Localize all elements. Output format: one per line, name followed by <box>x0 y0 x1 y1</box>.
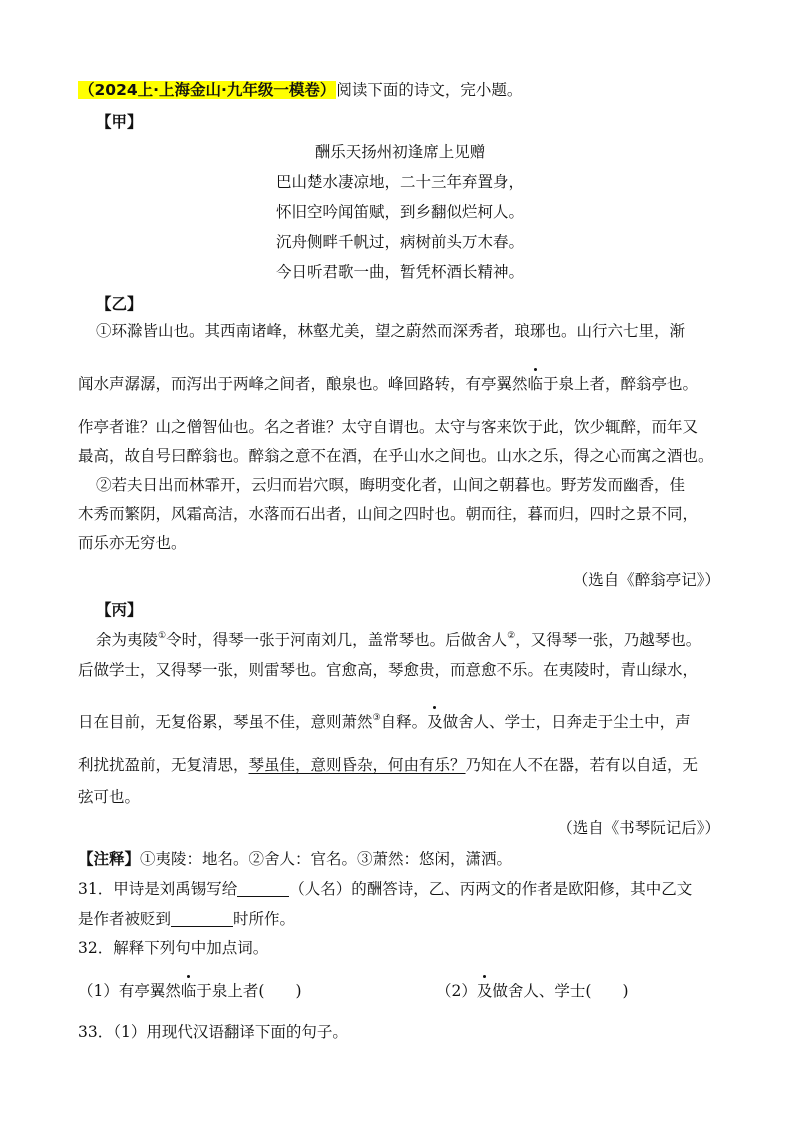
emphasis-dot-word: 临 <box>527 375 544 393</box>
poem-line: 沉舟侧畔千帆过，病树前头万木春。 <box>275 233 524 251</box>
poem-line: 今日听君歌一曲，暂凭杯酒长精神。 <box>275 263 524 281</box>
answer-blank[interactable] <box>171 910 233 927</box>
question-32-2: （2）及做舍人、学士( ) <box>436 982 629 1000</box>
footnote-marker: ③ <box>372 713 381 723</box>
notes: 【注释】①夷陵：地名。②舍人：官名。③萧然：悠闲，潇洒。 <box>78 850 513 868</box>
section-label-yi: 【乙】 <box>96 295 143 313</box>
footnote-marker: ② <box>507 631 516 641</box>
emphasis-dot-word: 临 <box>180 982 197 1000</box>
instruction-text: 阅读下面的诗文，完小题。 <box>336 81 523 99</box>
passage-line: ②若夫日出而林霏开，云归而岩穴暝，晦明变化者，山间之朝暮也。野芳发而幽香，佳 <box>96 476 686 494</box>
passage-line: 弦可也。 <box>78 788 141 806</box>
passage-source: （选自《醉翁亭记》） <box>572 571 720 589</box>
passage-line: 后做学士，又得琴一张，则雷琴也。官愈高，琴愈贵，而意愈不乐。在夷陵时，青山绿水， <box>78 661 699 679</box>
question-31-cont: 是作者被贬到 时所作。 <box>78 910 296 928</box>
question-32: 32．解释下列句中加点词。 <box>78 939 269 957</box>
source-highlight: （2024上·上海金山·九年级一模卷） <box>79 81 336 99</box>
underlined-sentence: 琴虽佳，意则昏杂，何由有乐？ <box>248 756 466 774</box>
passage-line: 日在目前，无复俗累，琴虽不佳，意则萧然③自释。及做舍人、学士，日奔走于尘土中，声 <box>78 713 691 731</box>
poem-title: 酬乐天扬州初逢席上见赠 <box>314 143 486 161</box>
passage-line: 闻水声潺潺，而泻出于两峰之间者，酿泉也。峰回路转，有亭翼然临于泉上者，醉翁亭也。 <box>78 375 699 393</box>
passage-line: ①环滁皆山也。其西南诸峰，林壑尤美，望之蔚然而深秀者，琅琊也。山行六七里，渐 <box>96 322 686 340</box>
section-label-bing: 【丙】 <box>96 601 143 619</box>
footnote-marker: ① <box>158 631 167 641</box>
passage-source: （选自《书琴阮记后》） <box>557 819 720 837</box>
passage-line: 最高，故自号曰醉翁也。醉翁之意不在酒，在乎山水之间也。山水之乐，得之心而寓之酒也。 <box>78 447 714 465</box>
answer-blank[interactable] <box>237 880 289 897</box>
emphasis-dot-word: 及 <box>427 713 443 731</box>
section-label-jia: 【甲】 <box>96 113 143 131</box>
question-header <box>78 80 522 100</box>
passage-line: 利扰扰盈前，无复清思，琴虽佳，意则昏杂，何由有乐？乃知在人不在器，若有以自适，无 <box>78 756 699 774</box>
question-32-1: （1）有亭翼然临于泉上者( ) <box>78 982 302 1000</box>
passage-line: 而乐亦无穷也。 <box>78 534 187 552</box>
question-31: 31．甲诗是刘禹锡写给 （人名）的酬答诗，乙、丙两文的作者是欧阳修，其中乙文 <box>78 880 693 898</box>
passage-line: 木秀而繁阴，风霜高洁，水落而石出者，山间之四时也。朝而往，暮而归，四时之景不同， <box>78 505 699 523</box>
passage-line: 余为夷陵①令时，得琴一张于河南刘几，盖常琴也。后做舍人②，又得琴一张，乃越琴也。 <box>96 631 702 649</box>
emphasis-dot-word: 及 <box>476 982 493 1000</box>
question-33: 33．（1）用现代汉语翻译下面的句子。 <box>78 1023 348 1041</box>
poem-line: 怀旧空吟闻笛赋，到乡翻似烂柯人。 <box>275 203 524 221</box>
poem-line: 巴山楚水凄凉地，二十三年弃置身， <box>275 173 524 191</box>
passage-line: 作亭者谁？山之僧智仙也。名之者谁？太守自谓也。太守与客来饮于此，饮少辄醉，而年又 <box>78 418 699 436</box>
notes-label: 【注释】 <box>78 850 141 868</box>
